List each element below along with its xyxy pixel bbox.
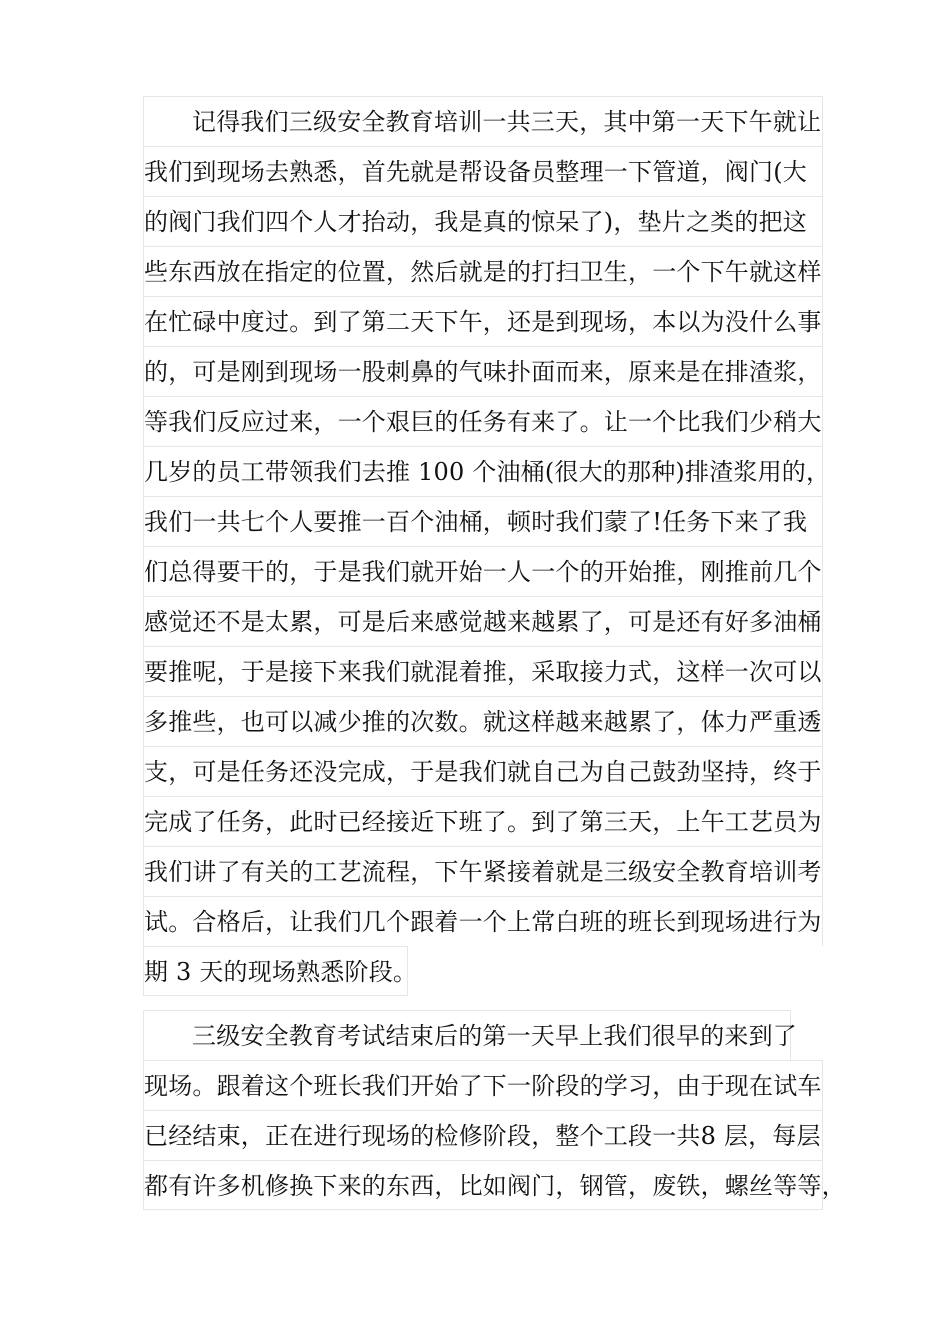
text-line: 期 3 天的现场熟悉阶段。 [143, 946, 408, 996]
text-line: 我们讲了有关的工艺流程，下午紧接着就是三级安全教育培训考 [143, 846, 823, 896]
text-line: 我们一共七个人要推一百个油桶，顿时我们蒙了!任务下来了我 [143, 496, 823, 546]
paragraph-1 [143, 96, 831, 996]
text-line: 已经结束，正在进行现场的检修阶段，整个工段一共8 层，每层 [143, 1110, 823, 1160]
text-line: 们总得要干的，于是我们就开始一人一个的开始推，刚推前几个 [143, 546, 823, 596]
text-line: 些东西放在指定的位置，然后就是的打扫卫生，一个下午就这样 [143, 246, 823, 296]
text-line: 要推呢，于是接下来我们就混着推，采取接力式，这样一次可以 [143, 646, 823, 696]
text-line: 现场。跟着这个班长我们开始了下一阶段的学习，由于现在试车 [143, 1060, 823, 1110]
paragraph-2 [143, 1010, 846, 1210]
text-line: 我们到现场去熟悉，首先就是帮设备员整理一下管道，阀门(大 [143, 146, 823, 196]
text-line: 的阀门我们四个人才抬动，我是真的惊呆了)，垫片之类的把这 [143, 196, 823, 246]
text-line: 记得我们三级安全教育培训一共三天，其中第一天下午就让 [143, 96, 823, 146]
text-line: 的，可是刚到现场一股刺鼻的气味扑面而来，原来是在排渣浆， [143, 346, 823, 396]
text-line: 支，可是任务还没完成，于是我们就自己为自己鼓劲坚持，终于 [143, 746, 823, 796]
text-line: 感觉还不是太累，可是后来感觉越来越累了，可是还有好多油桶 [143, 596, 823, 646]
text-line: 多推些，也可以减少推的次数。就这样越来越累了，体力严重透 [143, 696, 823, 746]
text-line: 都有许多机修换下来的东西，比如阀门，钢管，废铁，螺丝等等， [143, 1160, 823, 1210]
text-line: 在忙碌中度过。到了第二天下午，还是到现场，本以为没什么事 [143, 296, 823, 346]
text-line: 完成了任务，此时已经接近下班了。到了第三天，上午工艺员为 [143, 796, 823, 846]
text-line: 几岁的员工带领我们去推 100 个油桶(很大的那种)排渣浆用的， [143, 446, 823, 496]
text-line: 三级安全教育考试结束后的第一天早上我们很早的来到了 [143, 1010, 791, 1060]
text-line: 试。合格后，让我们几个跟着一个上常白班的班长到现场进行为 [143, 896, 823, 946]
text-line: 等我们反应过来，一个艰巨的任务有来了。让一个比我们少稍大 [143, 396, 823, 446]
